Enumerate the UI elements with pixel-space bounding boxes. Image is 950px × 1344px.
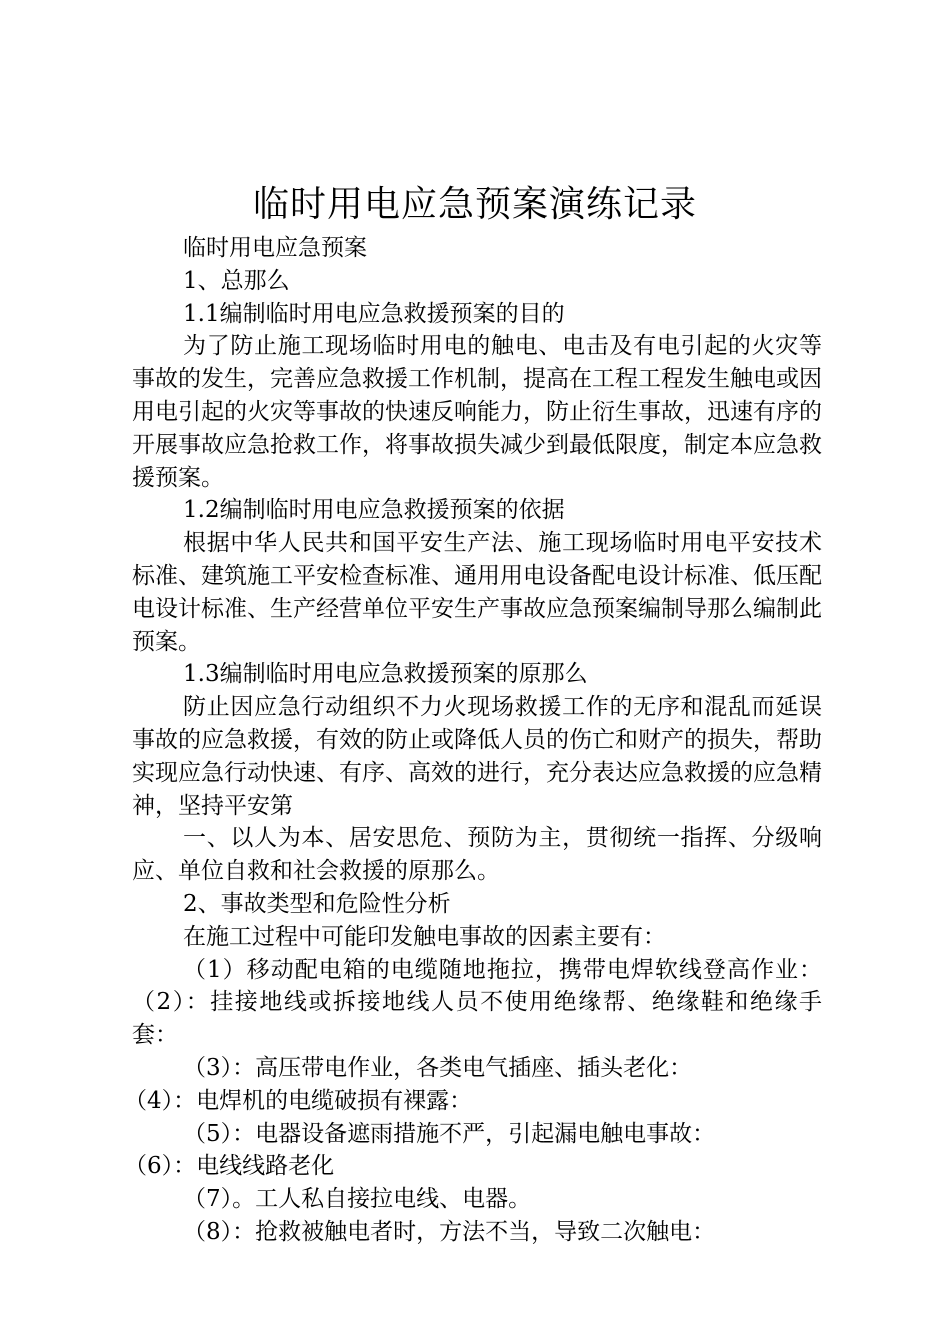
subsection-heading: 1.2编制临时用电应急救援预案的依据 (183, 497, 565, 524)
list-item: （7）。工人私自接拉电线、电器。 (183, 1186, 532, 1213)
list-item: （5）：电器设备遮雨措施不严，引起漏电触电事故： (183, 1120, 716, 1147)
list-item: （4）：电焊机的电缆破损有裸露： (124, 1087, 473, 1114)
section-heading: 2、事故类型和危险性分析 (183, 890, 451, 917)
page-title: 临时用电应急预案演练记录 (252, 184, 697, 225)
subsection-heading: 1.1编制临时用电应急救援预案的目的 (183, 300, 565, 327)
paragraph: 在施工过程中可能印发触电事故的因素主要有： (183, 923, 666, 950)
section-heading: 1、总那么 (183, 267, 290, 294)
document-body (124, 232, 822, 1249)
subsection-heading: 1.3编制临时用电应急救援预案的原那么 (183, 661, 588, 688)
paragraph: 防止因应急行动组织不力火现场救援工作的无序和混乱而延误事故的应急救援，有效的防止或降低人员的伤亡和财产的损失，帮助实现应急行动快速、有序、高效的进行，充分表达应急救援的应急精神，坚持平安第 (132, 694, 822, 819)
paragraph: 临时用电应急预案 (183, 235, 367, 261)
list-item: （6）：电线线路老化 (124, 1153, 335, 1180)
paragraph: 为了防止施工现场临时用电的触电、电击及有电引起的火灾等事故的发生，完善应急救援工作机制，提高在工程工程发生触电或因用电引起的火灾等事故的快速反响能力，防止衍生事故，迅速有序的开展事故应急抢救工作，将事故损失减少到最低限度，制定本应急救援预案。 (132, 333, 822, 491)
list-item: （3）：高压带电作业，各类电气插座、插头老化： (183, 1054, 693, 1081)
paragraph: 一、以人为本、居安思危、预防为主，贯彻统一指挥、分级响应、单位自救和社会救援的原那么。 (132, 825, 822, 885)
paragraph: 根据中华人民共和国平安生产法、施工现场临时用电平安技术标准、建筑施工平安检查标准、通用用电设备配电设计标准、低压配电设计标准、生产经营单位平安生产事故应急预案编制导那么编制此预案。 (132, 530, 822, 655)
list-item: （8）：抢救被触电者时，方法不当，导致二次触电： (183, 1218, 716, 1245)
list-item: （1）移动配电箱的电缆随地拖拉，携带电焊软线登高作业：（2）：挂接地线或拆接地线人员不使用绝缘帮、绝缘鞋和绝缘手套： (132, 956, 822, 1049)
